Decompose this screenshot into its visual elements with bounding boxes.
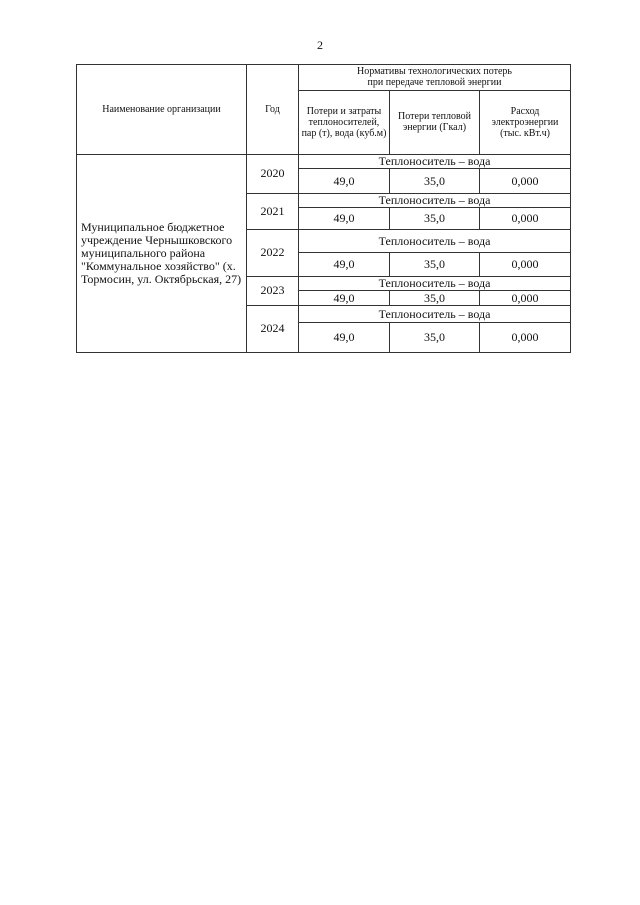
coolant-loss-value: 49,0 [299,291,390,306]
electricity-value: 0,000 [480,208,571,229]
header-norms-line1: Нормативы технологических потерь [357,66,512,78]
year-cell: 2023 [247,276,299,305]
norms-table [76,64,571,353]
year-cell: 2020 [247,154,299,193]
header-year: Год [247,65,299,155]
medium-cell: Теплоноситель – вода [299,154,571,169]
coolant-loss-value: 49,0 [299,169,390,194]
header-coolant-losses: Потери и затраты теплоносителей, пар (т), вода (куб.м) [299,90,390,154]
header-heat-losses: Потери тепловой энергии (Гкал) [390,90,480,154]
heat-loss-value: 35,0 [390,291,480,306]
electricity-value: 0,000 [480,291,571,306]
year-cell: 2024 [247,305,299,352]
header-norms-line2: при передаче тепловой энергии [367,77,502,89]
electricity-value: 0,000 [480,253,571,277]
coolant-loss-value: 49,0 [299,208,390,229]
organization-name: Муниципальное бюджетное учреждение Чернышковского муниципального района "Коммунальное хозяйство" (х. Тормосин, ул. Октябрьская, 27) [77,154,247,352]
year-cell: 2021 [247,193,299,229]
heat-loss-value: 35,0 [390,253,480,277]
medium-cell: Теплоноситель – вода [299,229,571,253]
heat-loss-value: 35,0 [390,208,480,229]
year-cell: 2022 [247,229,299,276]
header-norms-group [299,65,571,91]
heat-loss-value: 35,0 [390,169,480,194]
electricity-value: 0,000 [480,169,571,194]
heat-loss-value: 35,0 [390,323,480,353]
header-organization: Наименование организации [77,65,247,155]
page-number: 2 [317,38,323,52]
medium-cell: Теплоноситель – вода [299,276,571,291]
coolant-loss-value: 49,0 [299,323,390,353]
electricity-value: 0,000 [480,323,571,353]
coolant-loss-value: 49,0 [299,253,390,277]
medium-cell: Теплоноситель – вода [299,305,571,322]
medium-cell: Теплоноситель – вода [299,193,571,208]
header-electricity: Расход электроэнергии (тыс. кВт.ч) [480,90,571,154]
table-row [77,154,571,169]
